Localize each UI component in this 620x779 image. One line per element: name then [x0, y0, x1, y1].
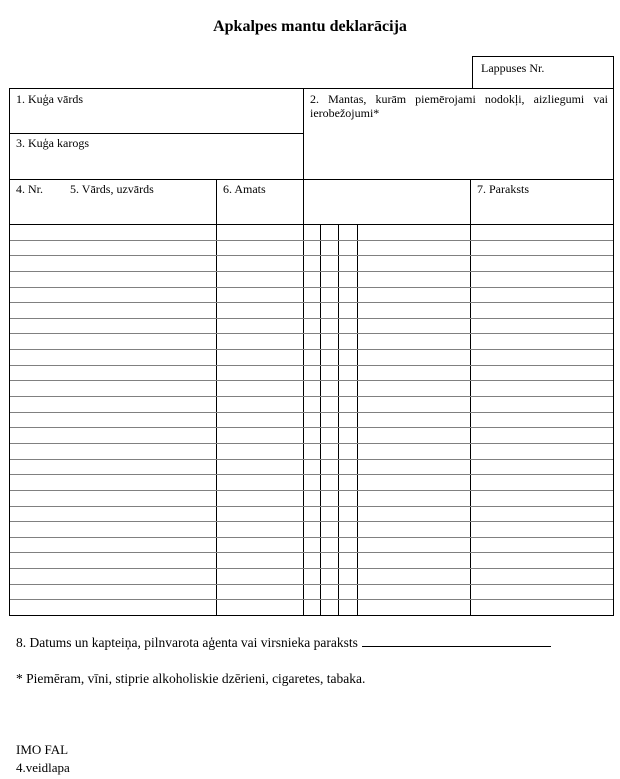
table-row-divider [10, 333, 613, 334]
table-row-divider [10, 506, 613, 507]
ship-name-label: 1. Kuģa vārds [16, 92, 83, 106]
table-row-divider [10, 271, 613, 272]
footnote: * Piemēram, vīni, stiprie alkoholiskie dzērieni, cigaretes, tabaka. [16, 671, 366, 686]
table-row-divider [10, 474, 613, 475]
table-row-divider [10, 349, 613, 350]
table-row-divider [10, 599, 613, 600]
table-row-divider [10, 396, 613, 397]
table-row-divider [10, 318, 613, 319]
table-row-divider [10, 412, 613, 413]
date-signature-line [16, 634, 551, 651]
table-row-divider [10, 584, 613, 585]
table-row-divider [10, 427, 613, 428]
page-number-label: Lappuses Nr. [481, 61, 545, 75]
form-number: 4.veidlapa [16, 760, 70, 775]
table-row-divider [10, 287, 613, 288]
name-column-label: 5. Vārds, uzvārds [70, 182, 154, 196]
imo-label: IMO FAL [16, 742, 69, 757]
table-row-divider [10, 521, 613, 522]
signature-column-label: 7. Paraksts [477, 182, 529, 196]
goods-label: 2. Mantas, kurām piemērojami nodokļi, aizliegumi vai ierobežojumi* [310, 92, 608, 120]
date-signature-label: 8. Datums un kapteiņa, pilnvarota aģenta vai virsnieka paraksts [16, 635, 358, 650]
table-row-divider [10, 443, 613, 444]
form-title: Apkalpes mantu deklarācija [213, 18, 407, 35]
table-row-divider [10, 240, 613, 241]
table-row-divider [10, 537, 613, 538]
signature-field[interactable] [362, 634, 551, 647]
table-row-divider [10, 302, 613, 303]
table-row-divider [10, 568, 613, 569]
table-row-divider [10, 552, 613, 553]
table-row-divider [10, 380, 613, 381]
table-row-divider [10, 490, 613, 491]
rank-column-label: 6. Amats [223, 182, 266, 196]
table-row-divider [10, 459, 613, 460]
ship-flag-label: 3. Kuģa karogs [16, 136, 89, 150]
nr-column-label: 4. Nr. [16, 182, 43, 196]
table-row-divider [10, 255, 613, 256]
table-row-divider [10, 365, 613, 366]
